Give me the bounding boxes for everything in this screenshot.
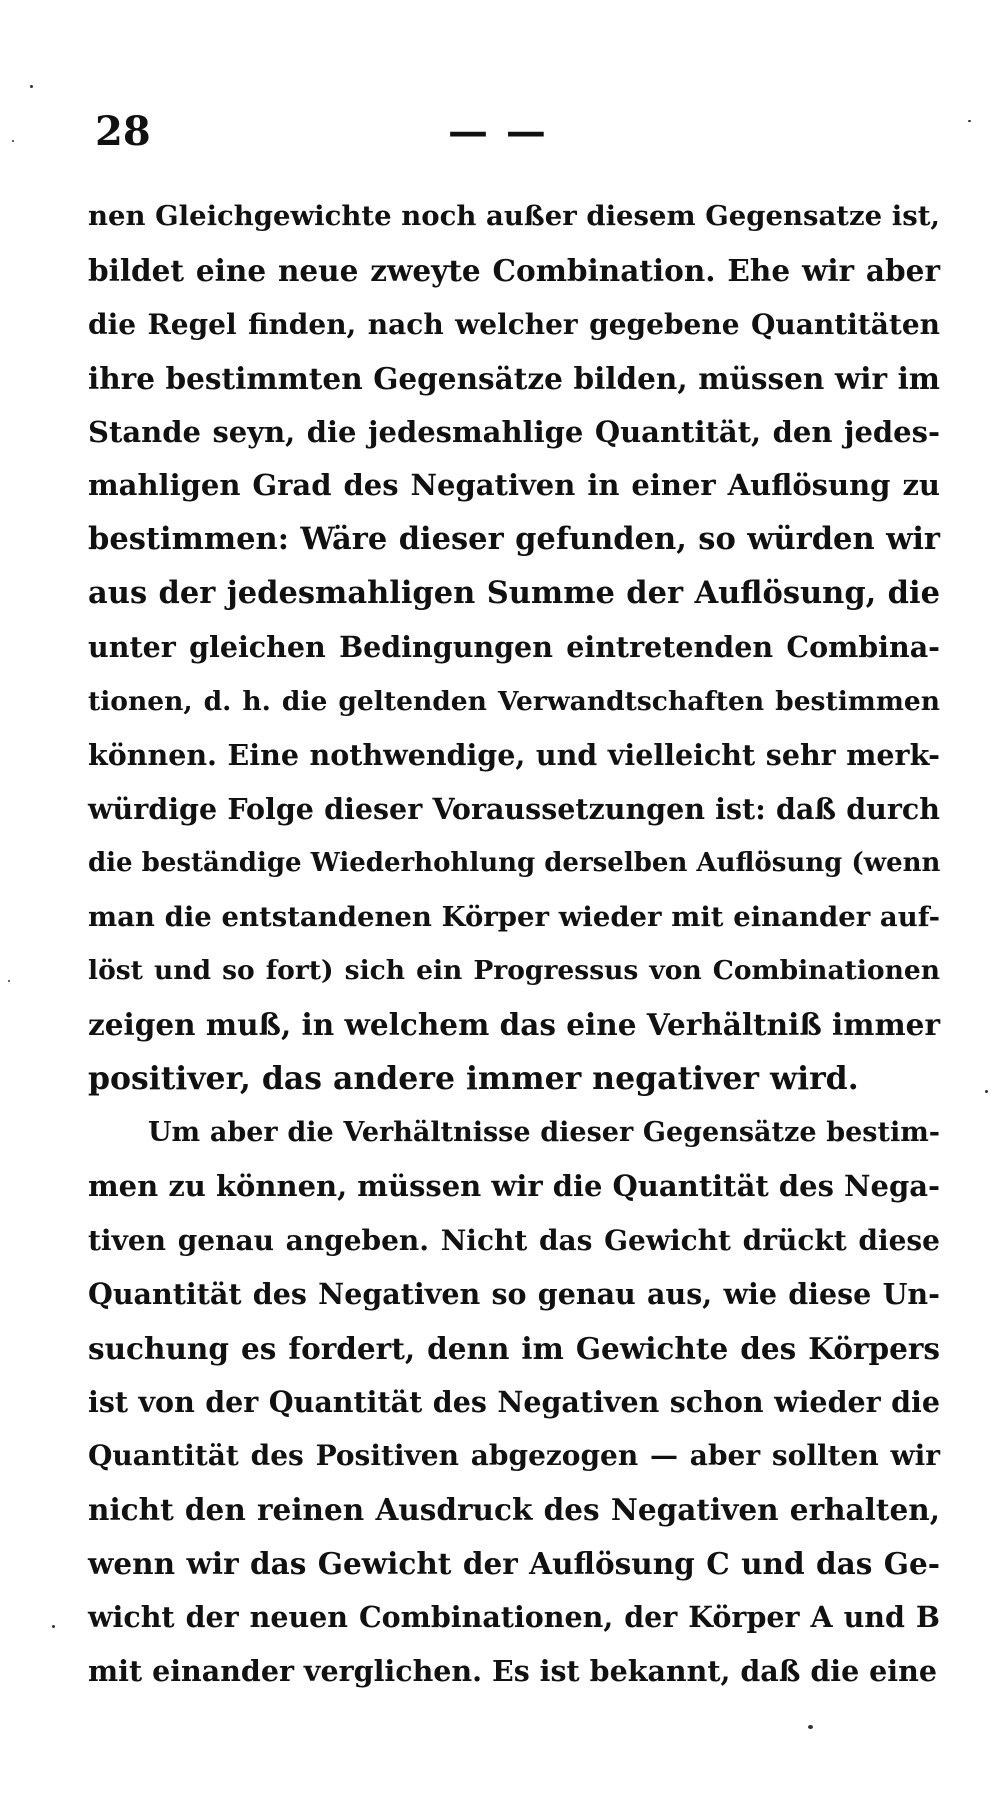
text-line: Quantität des Negativen so genau aus, wie diese Un- [88, 1276, 940, 1311]
text-line: positiver, das andere immer negativer wird. [88, 1060, 859, 1098]
text-line: würdige Folge dieser Voraussetzungen ist: daß durch [88, 791, 940, 826]
scan-speck [12, 140, 14, 142]
text-line: die Regel finden, nach welcher gegebene Quantitäten [88, 307, 940, 341]
text-line: löst und so fort) sich ein Progressus von Combinationen [88, 955, 940, 987]
text-line: mit einander verglichen. Es ist bekannt, daß die eine [88, 1654, 937, 1689]
text-line: men zu können, müssen wir die Quantität des Nega- [88, 1169, 941, 1204]
text-line: suchung es fordert, denn im Gewichte des Körpers [88, 1330, 940, 1366]
text-line: nen Gleichgewichte noch außer diesem Gegensatze ist, [88, 200, 940, 232]
page-number: 28 [95, 108, 151, 155]
text-line: Um aber die Verhältnisse dieser Gegensätze bestim- [148, 1117, 940, 1149]
text-line: mahligen Grad des Negativen in einer Auflösung zu [88, 468, 940, 503]
text-line: bildet eine neue zweyte Combination. Ehe wir aber [88, 252, 940, 288]
paragraph-1 [88, 190, 940, 1106]
text-line: Quantität des Positiven abgezogen — aber sollten wir [88, 1439, 940, 1473]
text-line: können. Eine nothwendige, und vielleicht sehr merk- [88, 737, 940, 772]
scan-speck [968, 120, 971, 122]
scan-speck [985, 1090, 988, 1093]
text-line: unter gleichen Bedingungen eintretenden Combina- [88, 630, 940, 665]
text-line: Stande seyn, die jedesmahlige Quantität, den jedes- [88, 414, 940, 449]
text-line: zeigen muß, in welchem das eine Verhältniß immer [88, 1007, 940, 1043]
text-line: die beständige Wiederhohlung derselben Auflösung (wenn [88, 847, 941, 878]
text-line: aus der jedesmahligen Summe der Auflösung, die [88, 575, 940, 612]
scan-speck [808, 1725, 813, 1729]
text-line: tionen, d. h. die geltenden Verwandtschaften bestimmen [88, 686, 940, 718]
scan-speck [30, 85, 33, 88]
paragraph-2 [88, 1106, 940, 1699]
body-text [88, 190, 940, 1699]
header-dashes: — — [448, 108, 548, 155]
text-line: bestimmen: Wäre dieser gefunden, so würden wir [88, 521, 940, 558]
text-line: wenn wir das Gewicht der Auflösung C und das Ge- [88, 1546, 940, 1582]
text-line: ihre bestimmten Gegensätze bilden, müssen wir im [88, 360, 940, 396]
scan-speck [52, 1625, 55, 1628]
text-line: tiven genau angeben. Nicht das Gewicht drückt diese [88, 1223, 940, 1257]
text-line: man die entstandenen Körper wieder mit einander auf- [88, 900, 940, 933]
page-header [95, 108, 935, 168]
text-line: wicht der neuen Combinationen, der Körper A und B [88, 1600, 940, 1635]
text-line: ist von der Quantität des Negativen schon wieder die [88, 1384, 940, 1419]
text-line: nicht den reinen Ausdruck des Negativen erhalten, [88, 1492, 940, 1528]
scan-speck [8, 980, 10, 982]
